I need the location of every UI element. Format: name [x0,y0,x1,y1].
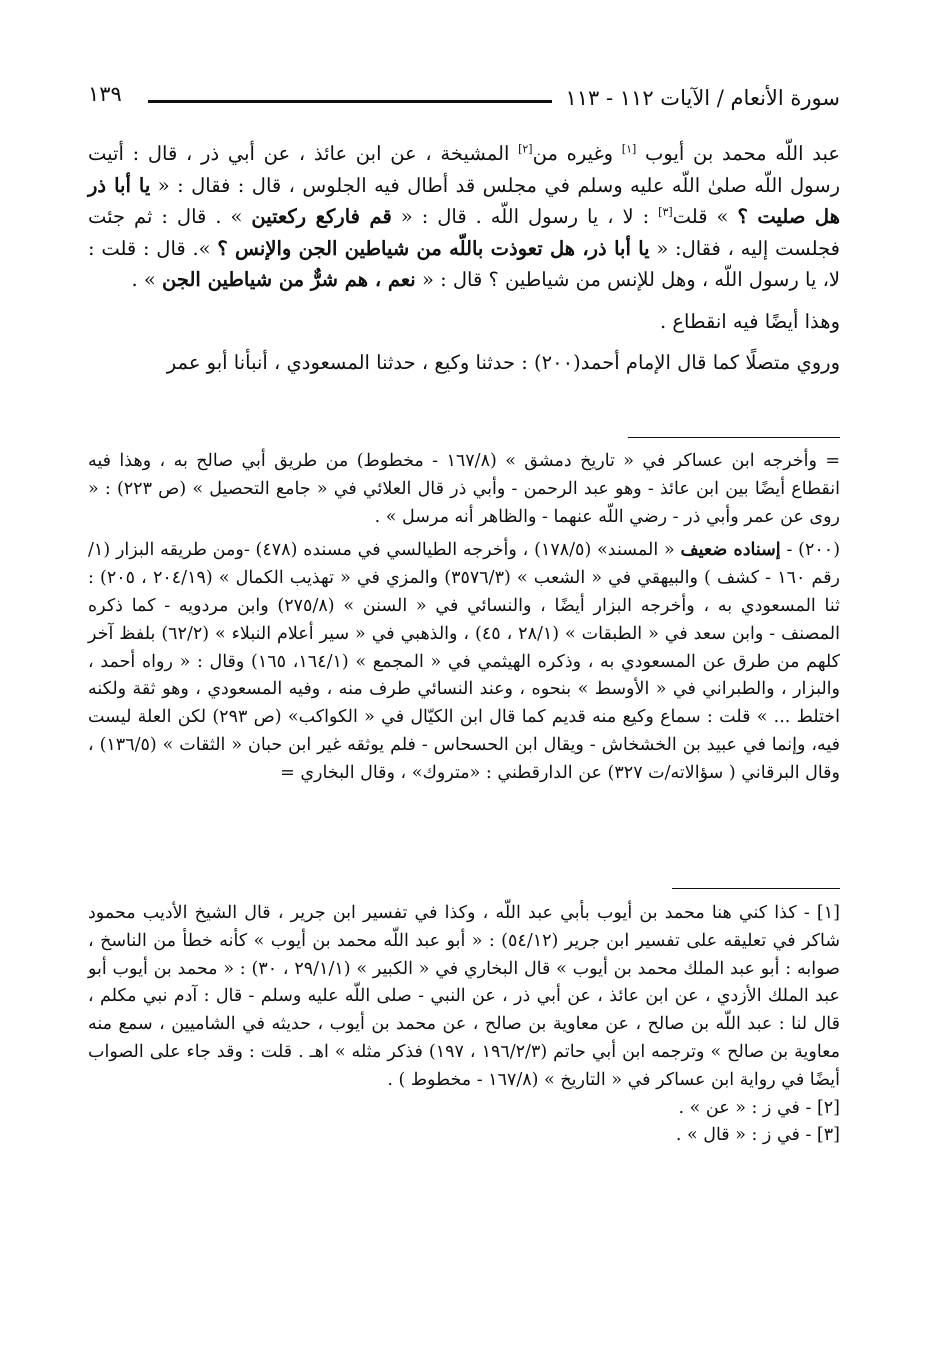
footnote-marker-1: [١] [621,142,637,156]
numbered-footnotes [88,448,840,788]
editor-note-3: [٣] - في ز : « قال » . [675,1125,840,1146]
footnote-continuation: = وأخرجه ابن عساكر في « تاريخ دمشق » (١٦٧/٨ - مخطوط) من طريق أبي صالح به ، وهذا فيه انقطاع أيضًا بين ابن عائذ - وهو عبد الرحمن - وأبي ذر قال العلائي في « جامع التحصيل » (ص ٢٢٣) : « روى عن عمر وأبي ذر - رضي اللّه عنهما - والظاهر أنه مرسل » . [88,451,840,527]
running-title: سورة الأنعام / الآيات ١١٢ - ١١٣ [565,86,840,110]
hadith-quote-4: نعم ، هم شرٌّ من شياطين الجن [162,268,416,291]
page-header [88,80,840,120]
editor-notes [88,900,840,1150]
footnote-marker-2: [٢] [518,142,533,156]
main-paragraph-3: وروي متصلًا كما قال الإمام أحمد(٢٠٠) : حدثنا وكيع ، حدثنا المسعودي ، أنبأنا أبو عمر [166,351,840,374]
hadith-quote-3: يا أبا ذر، هل تعوذت باللّه من شياطين الجن والإنس ؟ [217,236,650,260]
grading-label: إسناده ضعيف [680,540,781,561]
footnote-marker-3: [٣] [658,205,673,219]
editor-note-1: [١] - كذا كني هنا محمد بن أيوب بأبي عبد اللّه ، وكذا في تفسير ابن جرير ، قال الشيخ الأديب محمود شاكر في تعليقه على تفسير ابن جرير (٥٤/١٢) : « أبو عبد اللّه محمد بن أيوب » كأنه خطأ من الناسخ ، صوابه : أبو عبد الملك محمد بن أيوب » قال البخاري في « الكبير » (٢٩/١/١ ، ٣٠) : « محمد بن أيوب أبو عبد الملك الأزدي ، عن ابن عائذ ، عن أبي ذر ، عن النبي - صلى اللّه عليه وسلم - قال : آدم نبي مكلم ، قال لنا : عبد اللّه بن صالح ، عن معاوية بن صالح ، عن محمد بن أيوب ، حديثه في الشاميين ، سمع منه معاوية بن صالح » وترجمه ابن أبي حاتم (١٩٦/٢/٣ ، ١٩٧) فذكر مثله » اهـ . قلت : وقد جاء على الصواب أيضًا في رواية ابن عساكر في « التاريخ » (١٦٧/٨ - مخطوط ) . [88,903,840,1090]
page-number: ١٣٩ [88,82,122,106]
hadith-quote-2: قم فاركع ركعتين [251,205,392,228]
editor-notes-separator [672,888,840,889]
editor-note-2: [٢] - في ز : « عن » . [678,1097,840,1118]
footnote-separator [628,437,840,438]
footnote-200: (٢٠٠) - إسناده ضعيف « المسند» (١٧٨/٥) ، وأخرجه الطيالسي في مسنده (٤٧٨) -ومن طريقه البزار (١/رقم ١٦٠ - كشف ) والبيهقي في « الشعب » (٣٥٧٦/٣) والمزي في « تهذيب الكمال » (٢٠٤/١٩ ، ٢٠٥) : ثنا المسعودي به ، وأخرجه البزار أيضًا ، والنسائي في « السنن » (٢٧٥/٨) وابن مردويه - كما ذكره المصنف - وابن سعد في « الطبقات » (٢٨/١ ، ٤٥) ، والذهبي في « سير أعلام النبلاء » (٦٢/٢) بلفظ آخر كلهم من طرق عن المسعودي به ، وذكره الهيثمي في « المجمع » (١٦٤/١، ١٦٥) وقال : « رواه أحمد ، والبزار ، والطبراني في « الأوسط » بنحوه ، وعند النسائي طرف منه ، وفيه المسعودي ، وهو ثقة ولكنه اختلط ... » قلت : سماع وكيع منه قديم كما قال ابن الكيّال في « الكواكب» (ص ٢٩٣) لكن العلة ليست فيه، وإنما في عبيد بن الخشخاش - ويقال ابن الحسحاس - فلم يوثقه غير ابن حبان « الثقات » (١٣٦/٥) ، وقال البرقاني ( سؤالاته/ت ٣٢٧) عن الدارقطني : «متروك» ، وقال البخاري = [88,540,841,783]
header-rule [148,100,552,103]
hadith-quote-1: يا أبا ذر هل صليت ؟ [88,173,840,228]
main-paragraph-2: وهذا أيضًا فيه انقطاع . [660,309,840,333]
continuation-mark: = [280,762,295,783]
main-paragraph-1: عبد اللّه محمد بن أيوب [١] وغيره من[٢] المشيخة ، عن ابن عائذ ، عن أبي ذر ، قال : أتيت رسول اللّه صلىٰ اللّه عليه وسلم في مجلس قد أطال فيه الجلوس ، قال : فقال : « يا أبا ذر هل صليت ؟ » قلت[٣] : لا ، يا رسول اللّه . قال : « قم فاركع ركعتين » . قال : ثم جئت فجلست إليه ، فقال: « يا أبا ذر، هل تعوذت باللّه من شياطين الجن والإنس ؟ ». قال : قلت : لا، يا رسول اللّه ، وهل للإنس من شياطين ؟ قال : « نعم ، هم شرٌّ من شياطين الجن » . [88,142,840,291]
main-text [88,138,840,379]
